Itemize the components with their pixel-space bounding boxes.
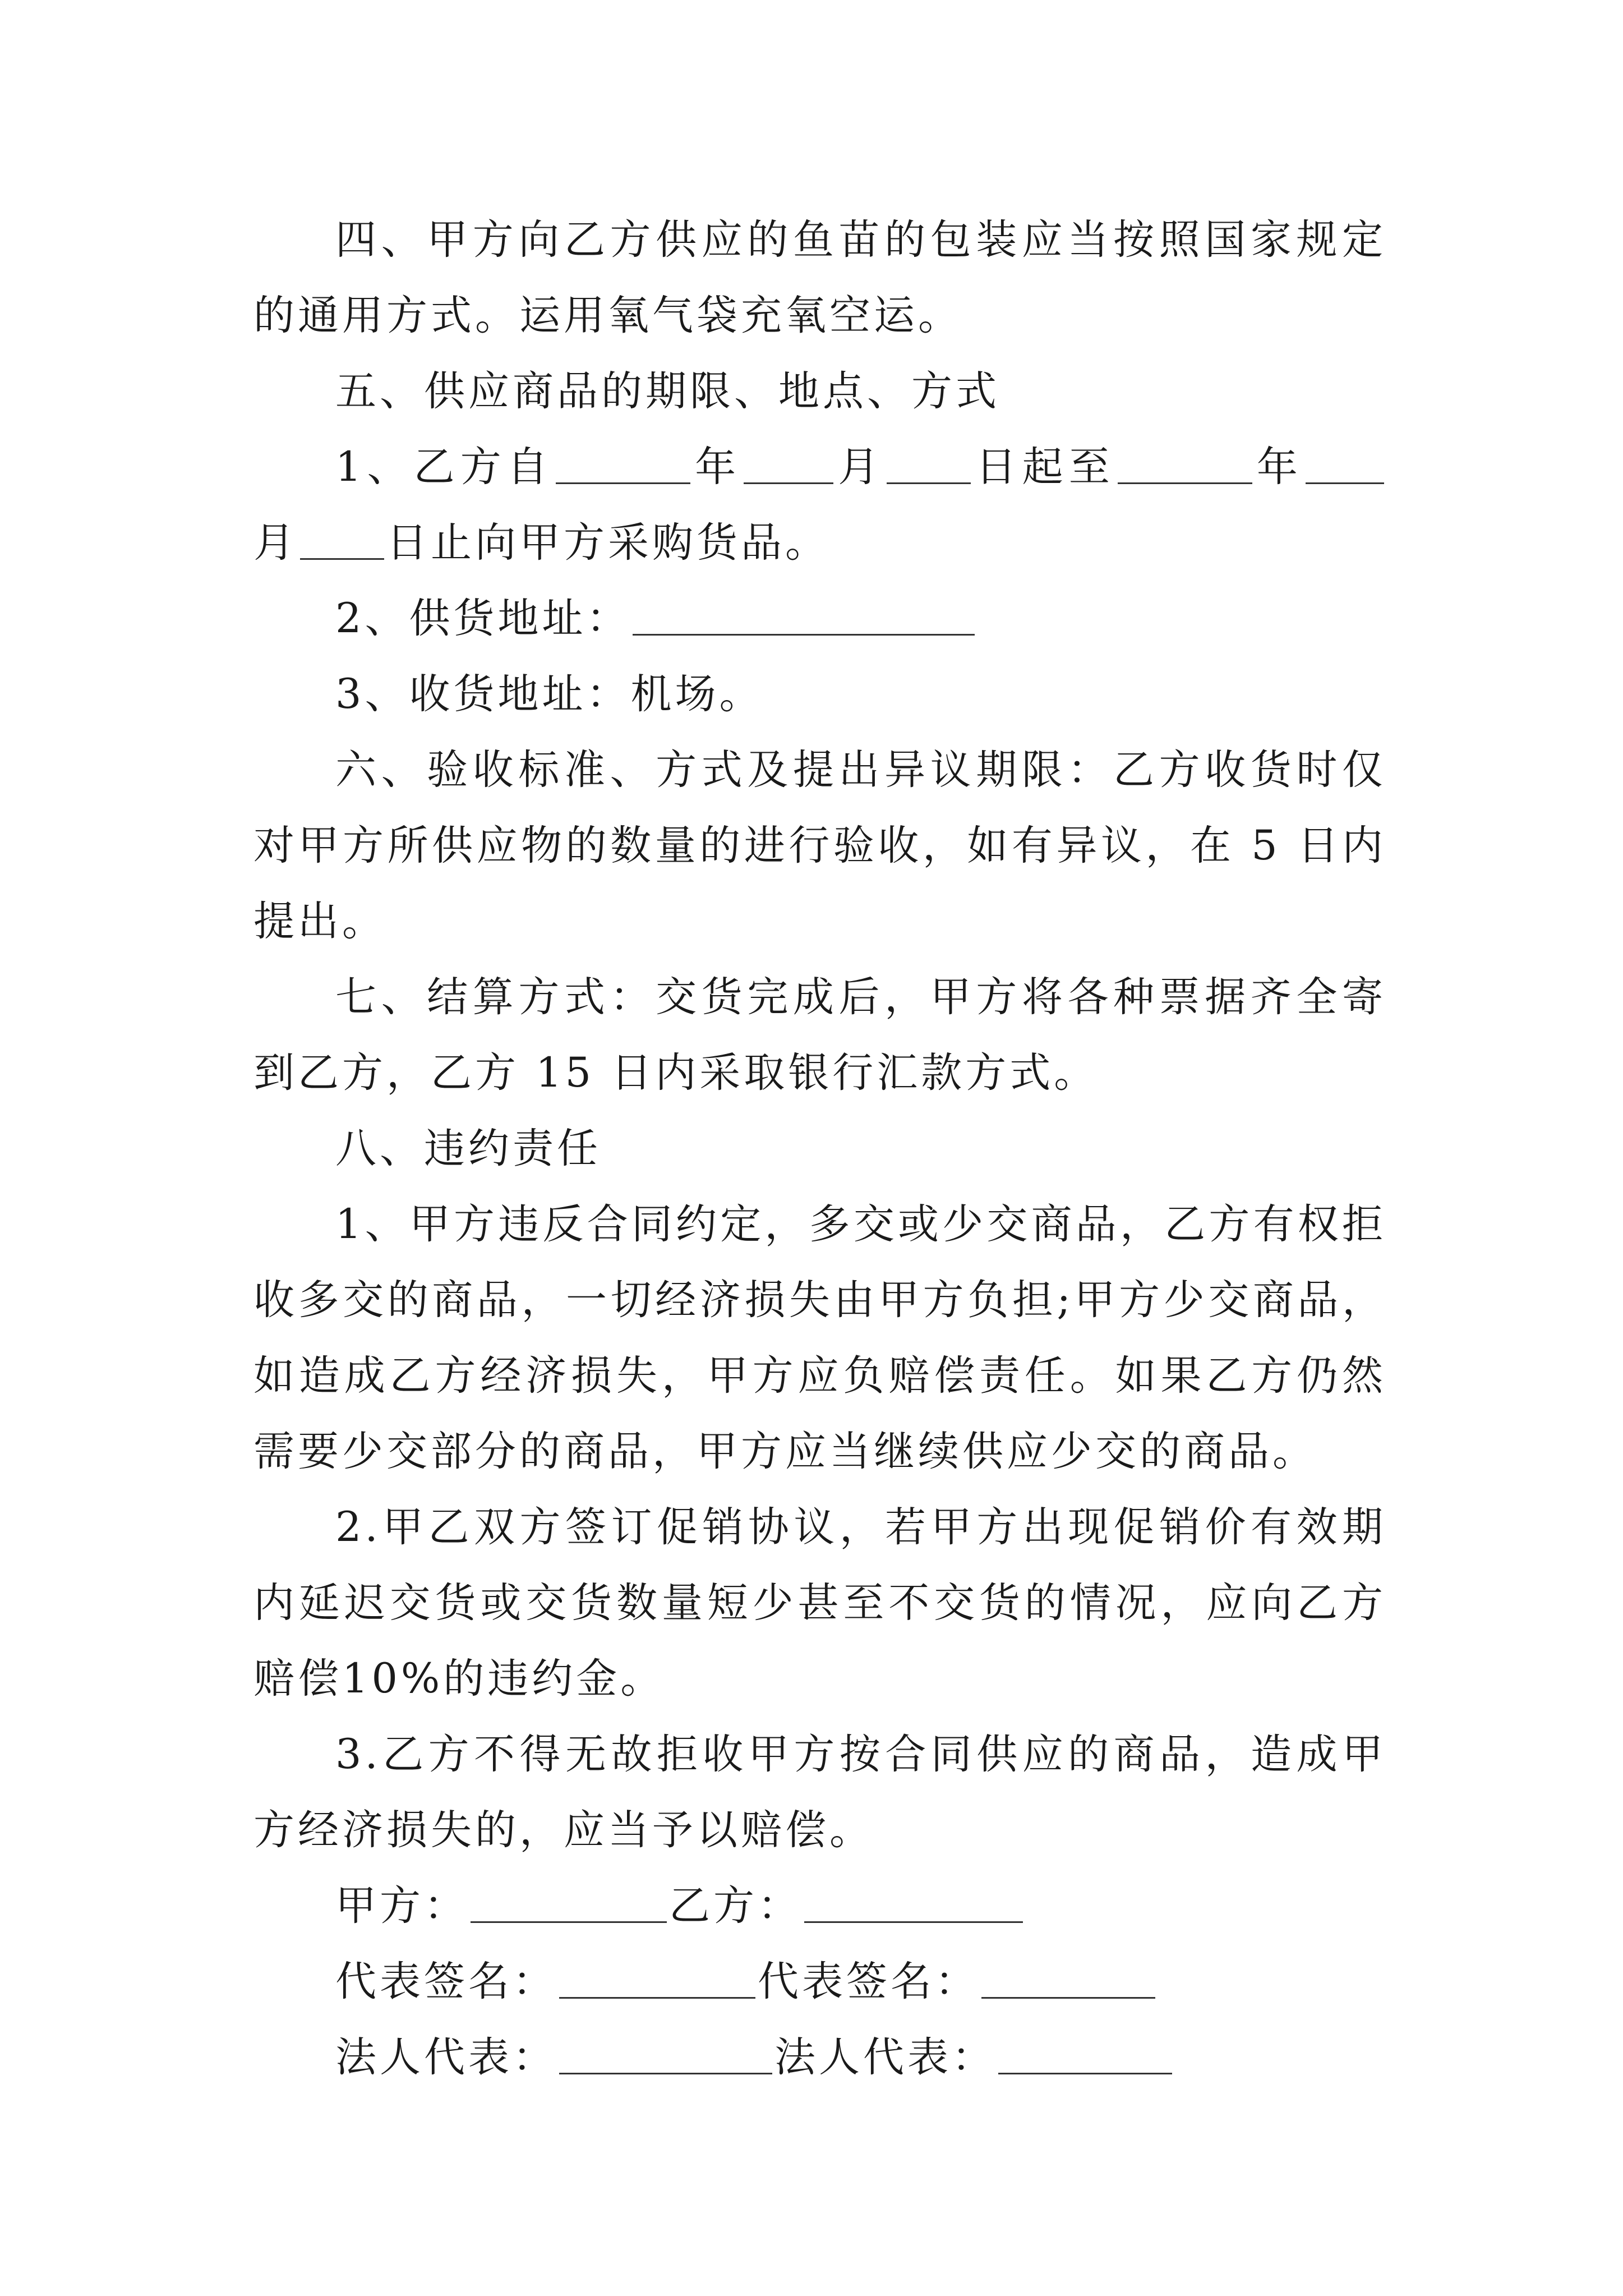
legal-rep-b-blank[interactable]: [998, 2033, 1172, 2074]
end-month-blank-line1[interactable]: [1306, 443, 1384, 484]
end-month-label: 月: [253, 519, 298, 567]
clause-6: 六、验收标准、方式及提出异议期限：乙方收货时仅对甲方所供应物的数量的进行验收，如有异议，在 5 日内提出。: [253, 746, 1386, 945]
legal-rep-a-blank[interactable]: [559, 2033, 772, 2074]
signature-row-representatives: [253, 1944, 1386, 2019]
rep-sign-b-label: 代表签名：: [758, 1958, 979, 2005]
signature-row-legal-representatives: [253, 2019, 1386, 2095]
party-a-blank[interactable]: [471, 1882, 667, 1923]
legal-rep-a-label: 法人代表：: [335, 2033, 557, 2081]
clause-5-1-prefix: 1、乙方自: [335, 443, 554, 491]
start-month-blank[interactable]: [744, 443, 833, 484]
signature-row-parties: [253, 1868, 1386, 1944]
start-month-label: 月: [836, 443, 885, 491]
party-a-label: 甲方：: [335, 1882, 468, 1930]
rep-sign-b-blank[interactable]: [981, 1958, 1155, 1999]
start-year-blank[interactable]: [556, 443, 690, 484]
clause-5-1-suffix: 日止向甲方采购货品。: [386, 519, 829, 567]
clause-5-1: [253, 429, 1386, 581]
start-day-blank[interactable]: [887, 443, 971, 484]
clause-8-heading: 八、违约责任: [335, 1125, 601, 1172]
start-year-label: 年: [692, 443, 742, 491]
rep-sign-a-blank[interactable]: [559, 1958, 755, 1999]
clause-7: 七、结算方式：交货完成后，甲方将各种票据齐全寄到乙方，乙方 15 日内采取银行汇款方式。: [253, 973, 1386, 1097]
clause-8-1: 1、甲方违反合同约定，多交或少交商品，乙方有权拒收多交的商品，一切经济损失由甲方负担;甲方少交商品，如造成乙方经济损失，甲方应负赔偿责任。如果乙方仍然需要少交部分的商品，甲方应当继续供应少交的商品。: [253, 1200, 1386, 1475]
document-body: [253, 202, 1386, 2095]
clause-5-heading: 五、供应商品的期限、地点、方式: [335, 367, 1000, 415]
supply-address-blank[interactable]: [633, 595, 975, 636]
end-day-blank[interactable]: [300, 519, 384, 560]
clause-5-3: 3、收货地址：机场。: [335, 670, 764, 718]
end-year-blank[interactable]: [1118, 443, 1252, 484]
clause-8-3: 3.乙方不得无故拒收甲方按合同供应的商品，造成甲方经济损失的，应当予以赔偿。: [253, 1731, 1386, 1854]
rep-sign-a-label: 代表签名：: [335, 1958, 557, 2005]
supply-address-label: 2、供货地址：: [335, 595, 631, 642]
party-b-label: 乙方：: [669, 1882, 802, 1930]
start-day-label: 日起至: [973, 443, 1115, 491]
clause-4: 四、甲方向乙方供应的鱼苗的包装应当按照国家规定的通用方式。运用氧气袋充氧空运。: [253, 216, 1386, 339]
party-b-blank[interactable]: [804, 1882, 1023, 1923]
legal-rep-b-label: 法人代表：: [774, 2033, 996, 2081]
clause-5-2: [253, 581, 1386, 656]
end-year-label: 年: [1254, 443, 1304, 491]
clause-8-2: 2.甲乙双方签订促销协议，若甲方出现促销价有效期内延迟交货或交货数量短少甚至不交货的情况，应向乙方赔偿10%的违约金。: [253, 1503, 1386, 1703]
